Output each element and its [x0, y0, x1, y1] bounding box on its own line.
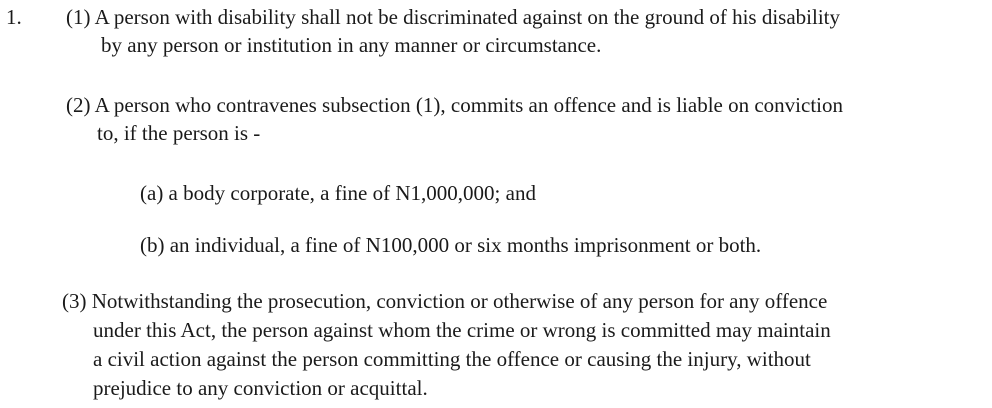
text-line: (b) an individual, a fine of N100,000 or six months imprisonment or both.: [140, 233, 762, 257]
text-line: (3) Notwithstanding the prosecution, conviction or otherwise of any person for any offence: [62, 289, 828, 313]
text-line: under this Act, the person against whom the crime or wrong is committed may maintain: [93, 318, 831, 342]
text-line: to, if the person is -: [97, 121, 261, 145]
list-item-a: [140, 180, 536, 206]
text-line: (1) A person with disability shall not be discriminated against on the ground of his disability: [66, 5, 840, 29]
subsection-2: [66, 92, 843, 146]
section-number: 1.: [6, 5, 22, 29]
text-line: (a) a body corporate, a fine of N1,000,000; and: [140, 181, 536, 205]
text-line: by any person or institution in any manner or circumstance.: [101, 33, 602, 57]
text-line: (2) A person who contravenes subsection (1), commits an offence and is liable on conviction: [66, 93, 843, 117]
subsection-1: [66, 4, 840, 58]
list-item-b: [140, 232, 761, 258]
subsection-3: [62, 288, 831, 401]
text-line: prejudice to any conviction or acquittal.: [93, 376, 428, 400]
text-line: a civil action against the person committing the offence or causing the injury, without: [93, 347, 811, 371]
